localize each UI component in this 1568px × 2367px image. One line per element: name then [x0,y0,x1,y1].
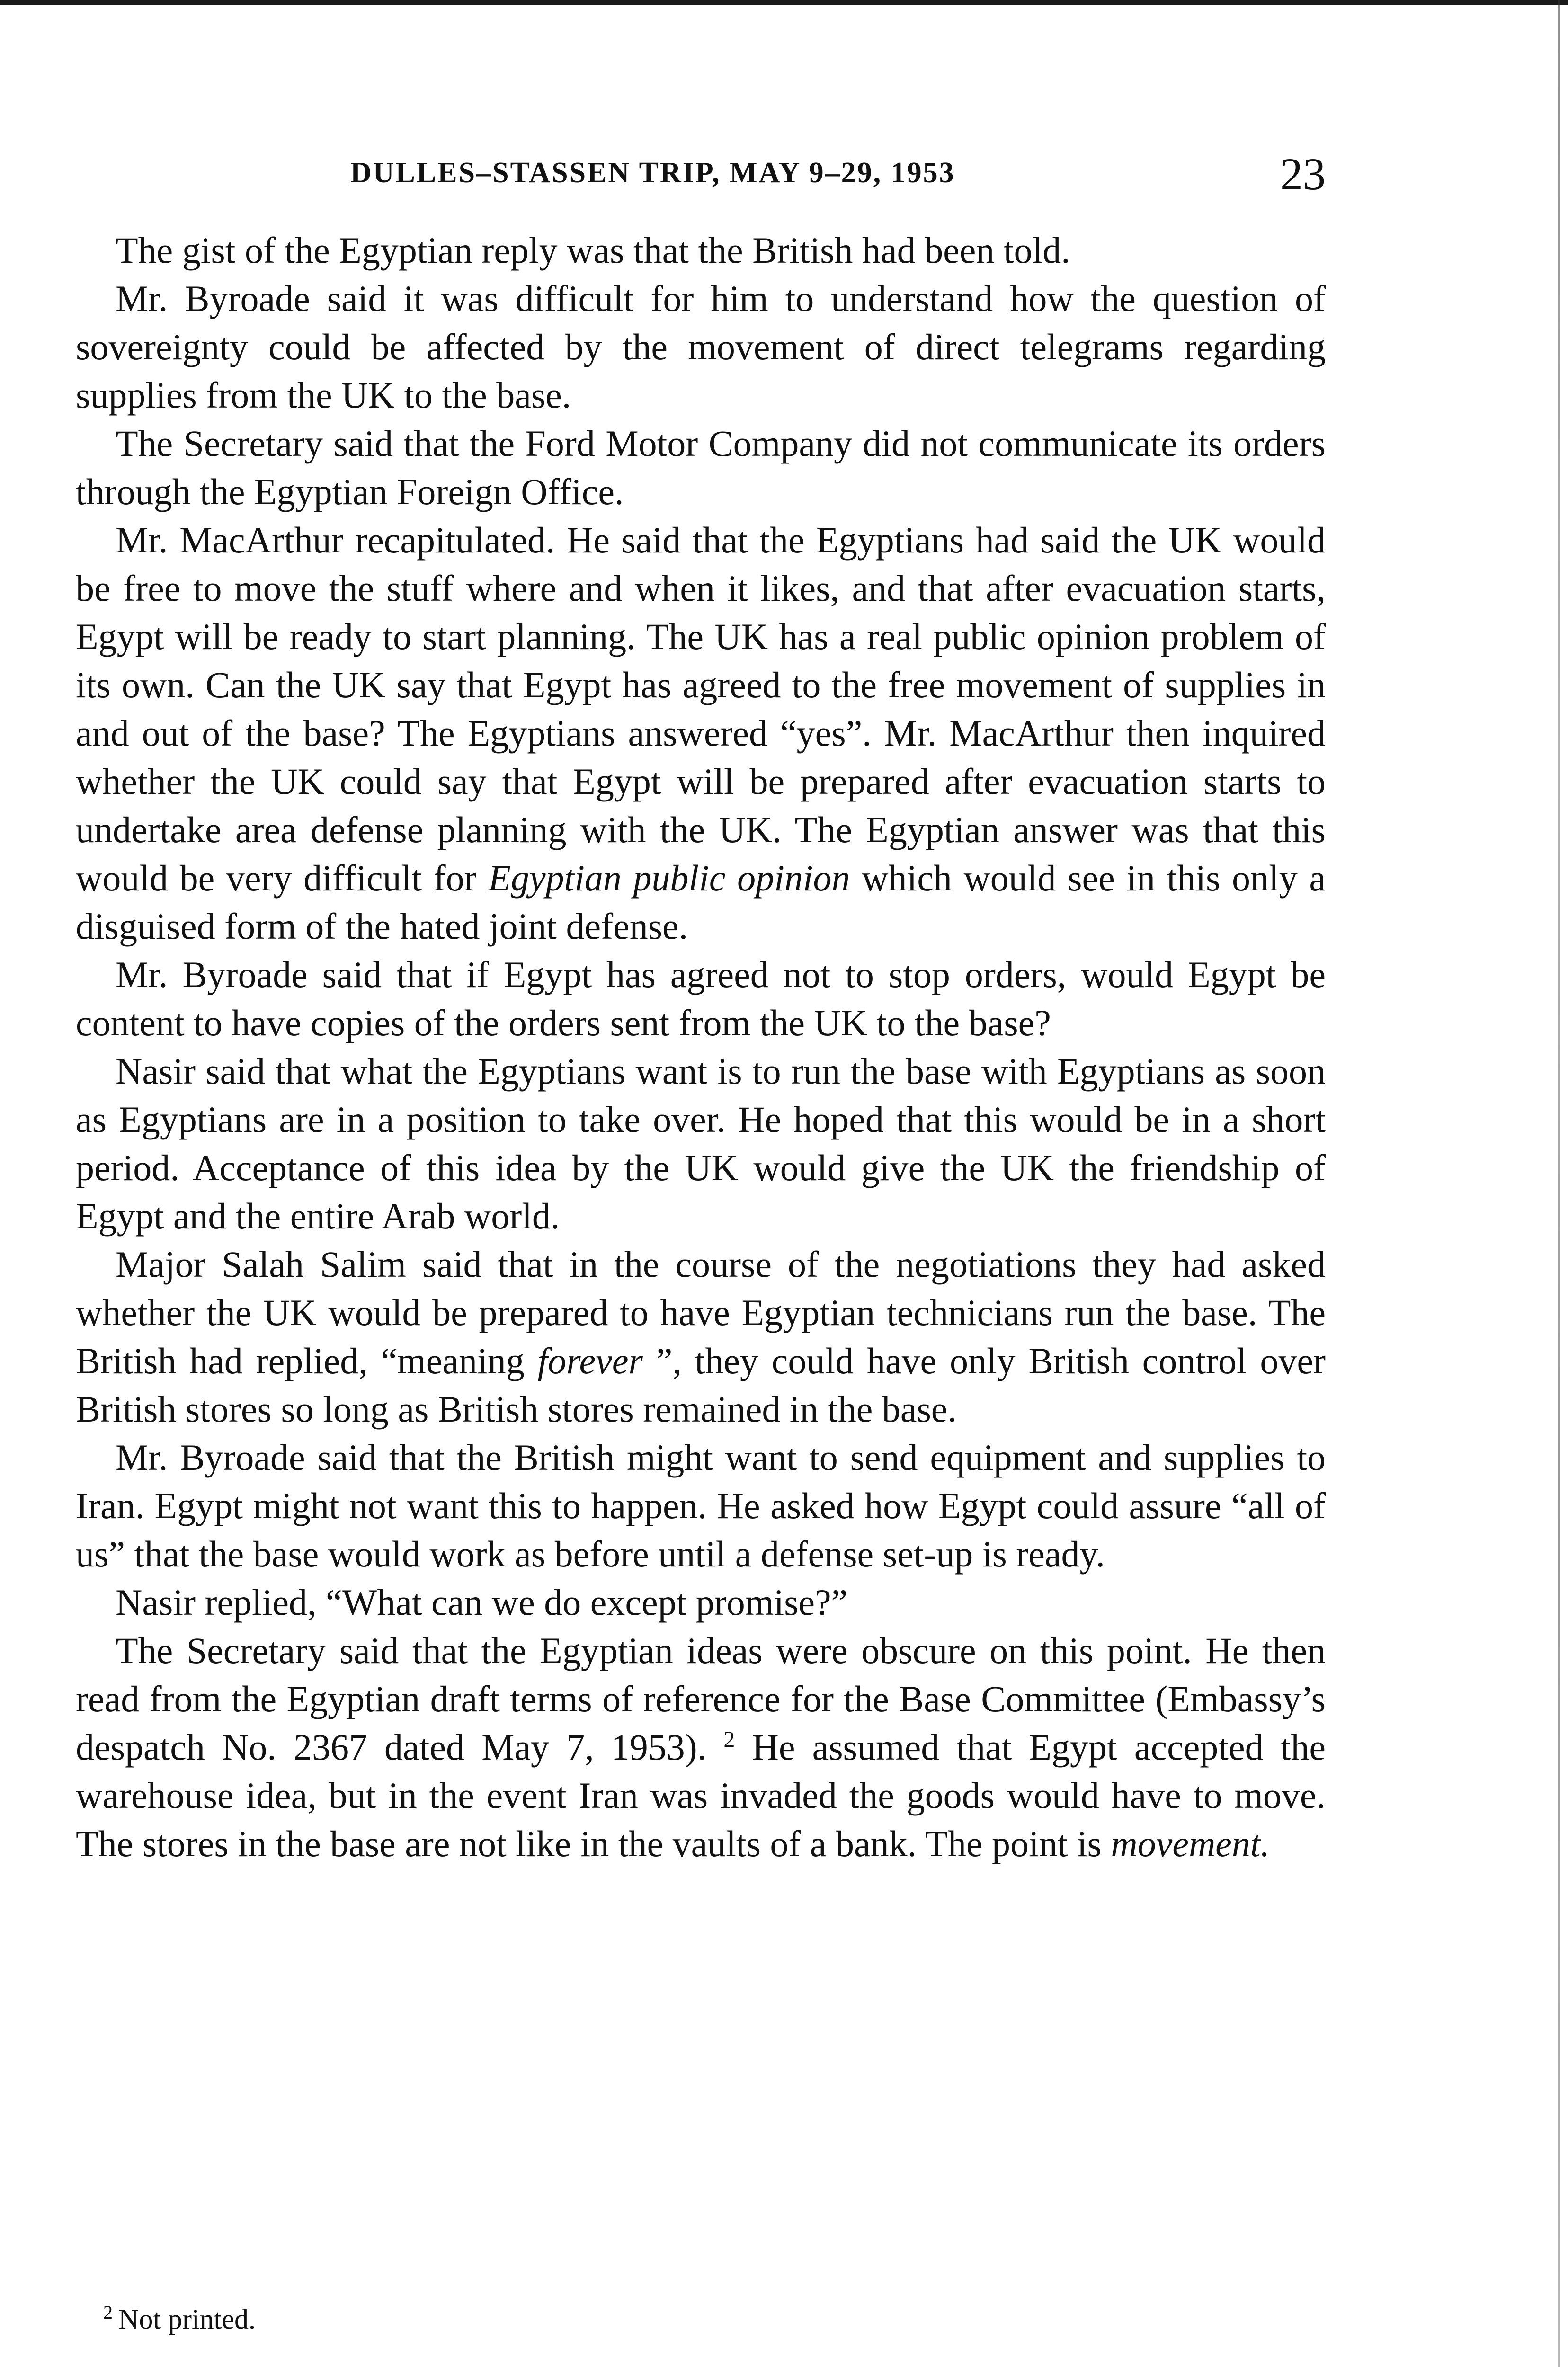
paragraph-4-text: Mr. MacArthur recapitulated. He said that the Egyptians had said the UK would be free to move the stuff where and when it likes, and that after evacuation starts, Egypt will be ready to start planning. The UK has a real public opinion problem of its own. Can the UK say that Egypt has agreed to the free movement of supplies in and out of the base? The Egyptians answered “yes”. Mr. MacArthur then inquired whether the UK could say that Egypt will be prepared after evacuation starts to undertake area defense planning with the UK. The Egyptian answer was that this would be very difficult for [76,519,1326,899]
paragraph-6: Nasir said that what the Egyptians want is to run the base with Egyptians as soon as Egyptians are in a position to take over. He hoped that this would be in a short period. Acceptance of this idea by the UK would give the UK the friendship of Egypt and the entire Arab world. [76,1050,1326,1237]
paragraph-10-text-end: He assumed that Egypt accepted the warehouse idea, but in the event Iran was invaded the goods would have to move. The stores in the base are not like in the vaults of a bank. The point is [76,1726,1326,1864]
paragraph-4 [76,516,1326,951]
paragraph-7-text-end: ”, they could have only British control over British stores so long as British stores remained in the base. [76,1340,1326,1430]
paragraph-10-italic: movement. [1111,1823,1270,1864]
paragraph-1: The gist of the Egyptian reply was that the British had been told. [116,230,1070,271]
footnote [103,2303,256,2336]
running-head: DULLES–STASSEN TRIP, MAY 9–29, 1953 [350,157,955,189]
paragraph-7-text: Major Salah Salim said that in the course of the negotiations they had asked whether the UK would be prepared to have Egyptian technicians run the base. The British had replied, “meaning [76,1244,1326,1381]
footnote-text: Not printed. [118,2304,256,2335]
page-number: 23 [1280,149,1326,199]
paragraph-7 [76,1240,1326,1433]
paragraph-3: The Secretary said that the Ford Motor Company did not communicate its orders through the Egyptian Foreign Office. [76,423,1326,512]
paragraph-10 [76,1627,1326,1868]
paragraph-2: Mr. Byroade said it was difficult for him to understand how the question of sovereignty could be affected by the movement of direct telegrams regarding supplies from the UK to the base. [76,278,1326,416]
right-scan-edge [1558,0,1560,2367]
paragraph-5: Mr. Byroade said that if Egypt has agreed not to stop orders, would Egypt be content to have copies of the orders sent from the UK to the base? [76,954,1326,1043]
body-text [76,226,1326,1868]
paragraph-10-text: The Secretary said that the Egyptian ideas were obscure on this point. He then read from the Egyptian draft terms of reference for the Base Committee (Embassy’s despatch No. 2367 dated May 7, 1953). [76,1630,1326,1768]
paragraph-7-italic: forever [537,1340,643,1381]
paragraph-8: Mr. Byroade said that the British might want to send equipment and supplies to Iran. Egypt might not want this to happen. He asked how Egypt could assure “all of us” that the base would work as before until a defense set-up is ready. [76,1437,1326,1575]
page-header [76,148,1326,200]
paragraph-4-italic: Egyptian public opinion [488,857,850,899]
top-scan-rule [0,0,1568,5]
paragraph-4-text-end: which would see in this only a disguised form of the hated joint defense. [76,857,1326,947]
paragraph-9: Nasir replied, “What can we do except promise?” [116,1582,848,1623]
footnote-mark: 2 [103,2302,113,2323]
footnote-reference[interactable]: 2 [723,1727,735,1752]
